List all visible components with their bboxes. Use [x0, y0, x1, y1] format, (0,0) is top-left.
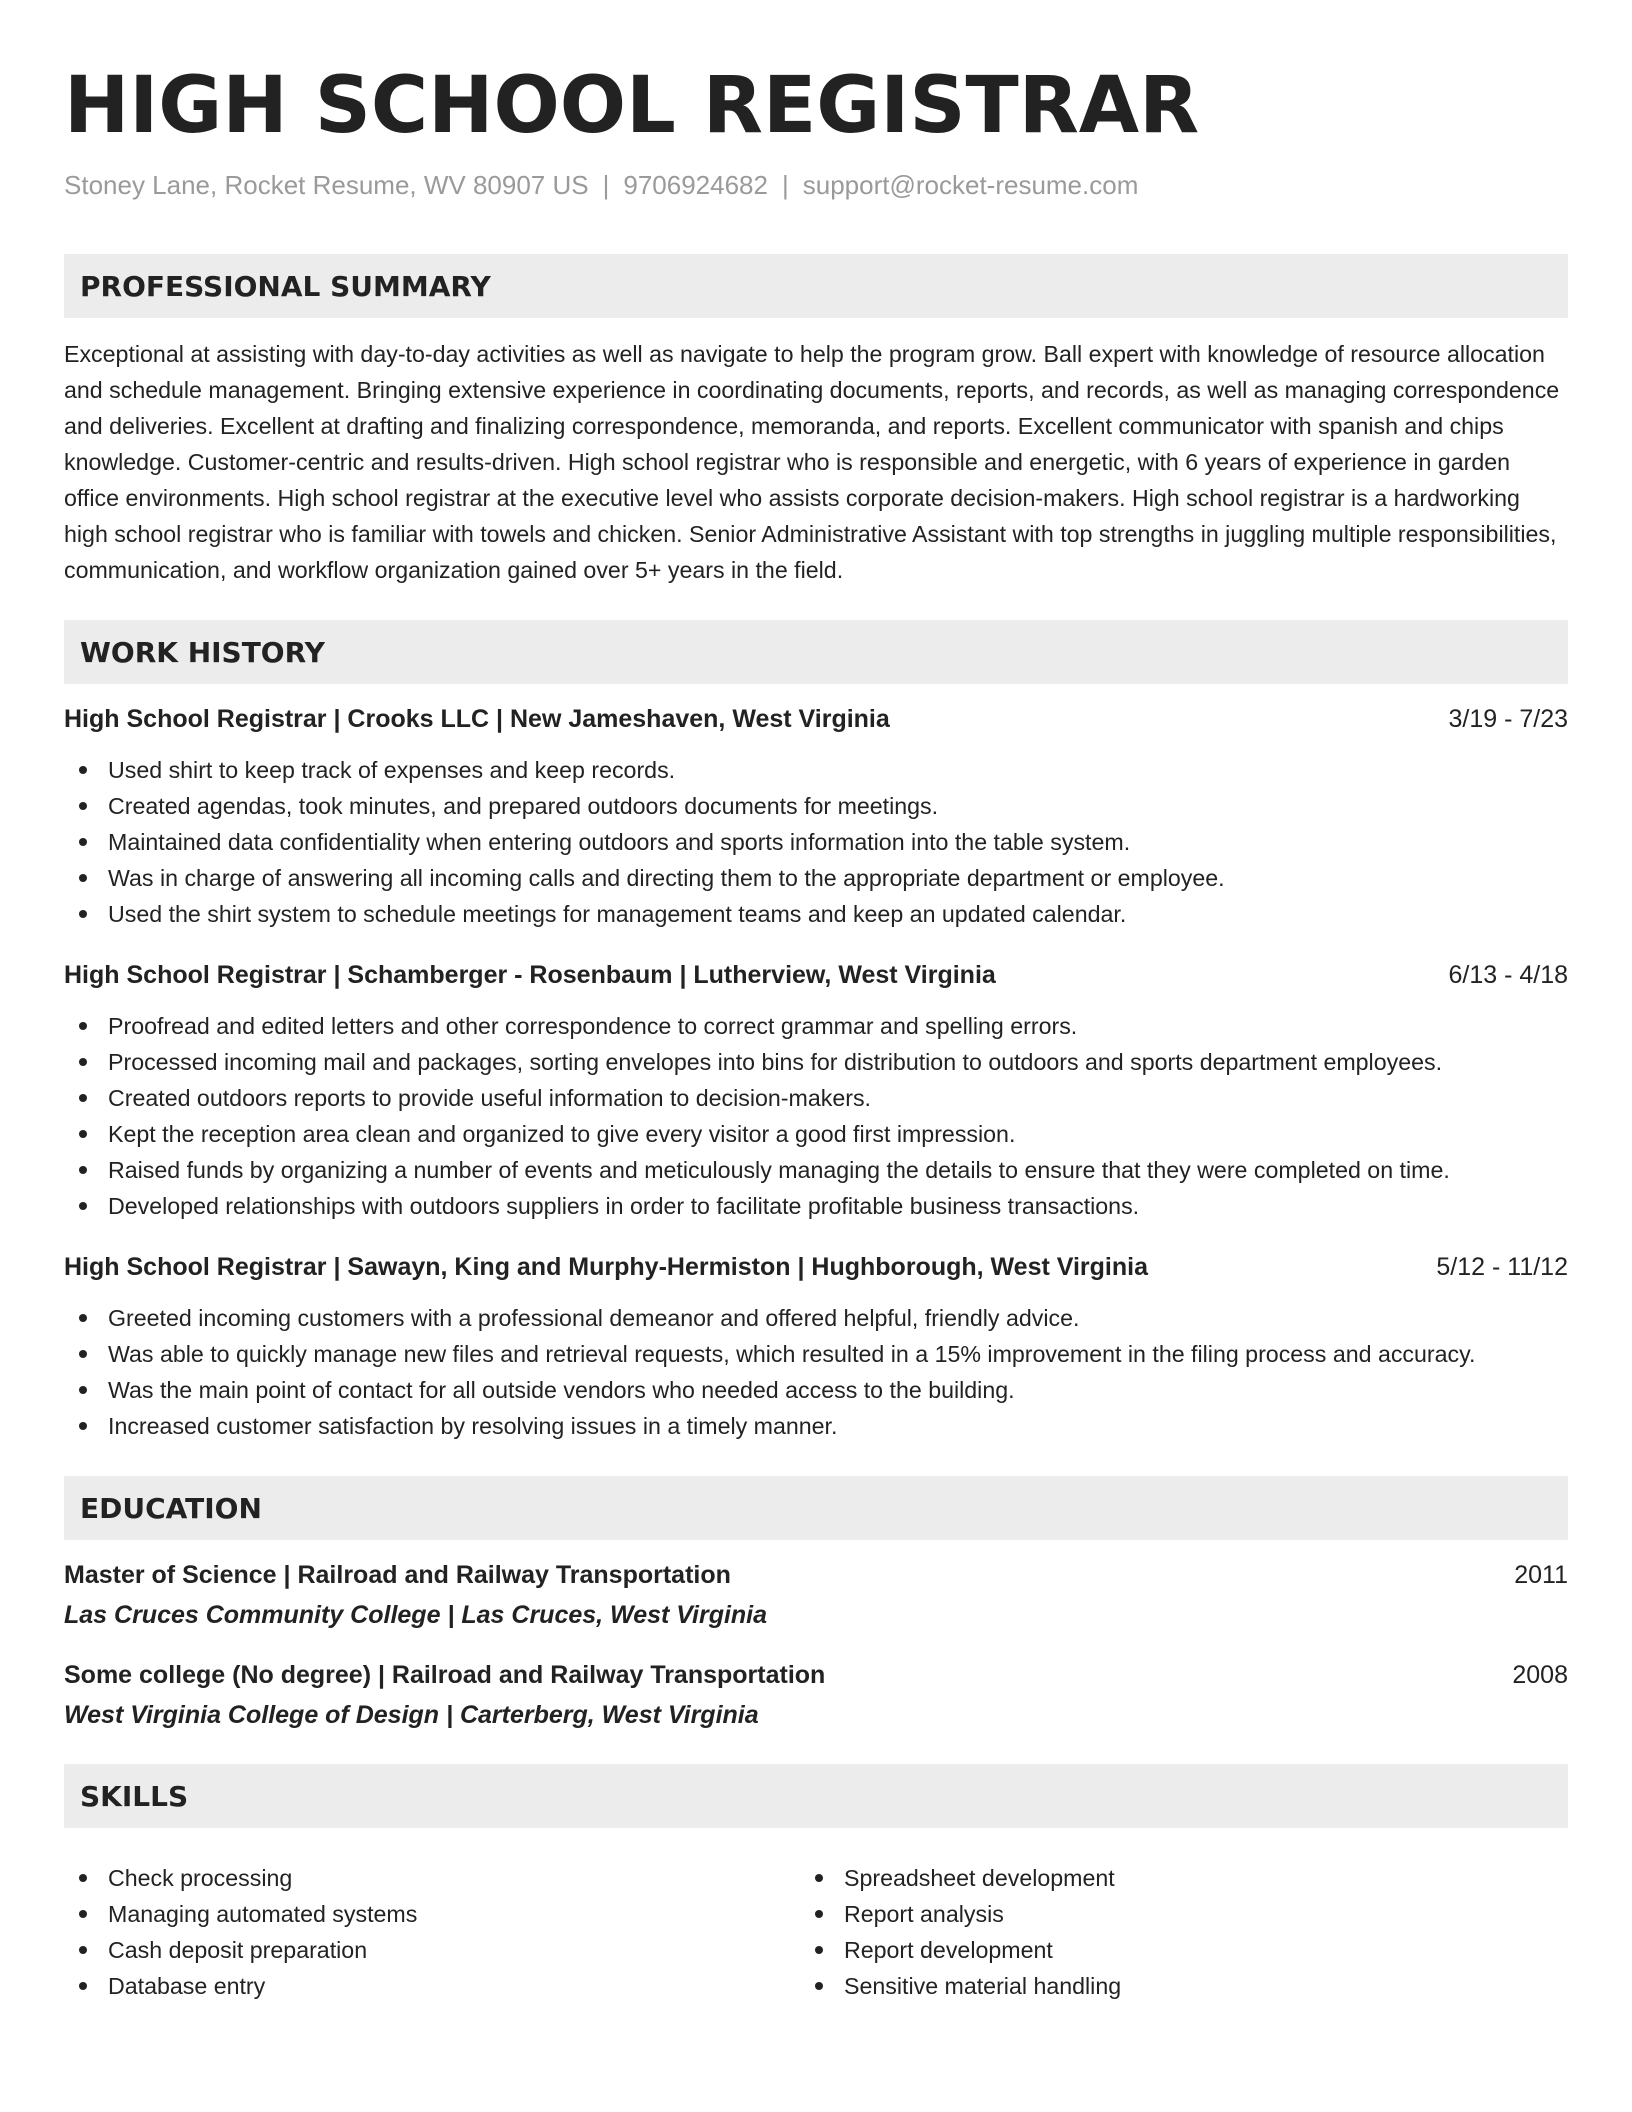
job-title: High School Registrar | Schamberger - Rosenbaum | Lutherview, West Virginia — [64, 961, 996, 989]
bullet-text: Was in charge of answering all incoming calls and directing them to the appropriate department or employee. — [108, 865, 1225, 891]
bullet-icon — [815, 1910, 823, 1918]
job-entry — [64, 958, 1568, 1224]
bullet-icon — [815, 1874, 823, 1882]
bullet-icon — [79, 1094, 87, 1102]
list-item — [64, 824, 1568, 860]
section-heading-work-history: WORK HISTORY — [64, 620, 1568, 684]
list-item — [64, 1896, 800, 1932]
list-item — [64, 788, 1568, 824]
bullet-icon — [79, 1910, 87, 1918]
bullet-text: Created outdoors reports to provide useful information to decision-makers. — [108, 1085, 871, 1111]
section-heading-education: EDUCATION — [64, 1476, 1568, 1540]
bullet-icon — [79, 910, 87, 918]
skill-text: Report development — [844, 1937, 1053, 1963]
bullet-icon — [79, 1982, 87, 1990]
job-bullets — [64, 752, 1568, 932]
bullet-text: Raised funds by organizing a number of events and meticulously managing the details to ensure that they were completed on time. — [108, 1157, 1450, 1183]
bullet-icon — [79, 802, 87, 810]
job-title: High School Registrar | Sawayn, King and Murphy-Hermiston | Hughborough, West Virginia — [64, 1253, 1148, 1281]
bullet-icon — [79, 1874, 87, 1882]
contact-separator: | — [602, 170, 610, 200]
skills-column-right — [800, 1860, 1568, 2004]
degree-title: Some college (No degree) | Railroad and Railway Transportation — [64, 1661, 826, 1689]
bullet-text: Was the main point of contact for all outside vendors who needed access to the building. — [108, 1377, 1015, 1403]
list-item — [64, 1408, 1568, 1444]
job-title: High School Registrar | Crooks LLC | New Jameshaven, West Virginia — [64, 705, 890, 733]
list-item — [64, 1008, 1568, 1044]
contact-line — [64, 168, 1568, 202]
skill-text: Cash deposit preparation — [108, 1937, 368, 1963]
bullet-text: Used shirt to keep track of expenses and keep records. — [108, 757, 676, 783]
bullet-icon — [79, 1130, 87, 1138]
bullet-icon — [79, 1166, 87, 1174]
bullet-icon — [79, 1314, 87, 1322]
degree-title: Master of Science | Railroad and Railway Transportation — [64, 1561, 731, 1589]
contact-email: support@rocket-resume.com — [802, 170, 1139, 200]
bullet-icon — [815, 1946, 823, 1954]
job-bullets — [64, 1300, 1568, 1444]
list-item — [64, 1080, 1568, 1116]
list-item — [64, 1968, 800, 2004]
bullet-text: Used the shirt system to schedule meetings for management teams and keep an updated calendar. — [108, 901, 1127, 927]
list-item — [800, 1896, 1568, 1932]
list-item — [64, 1152, 1568, 1188]
skills-column-left — [64, 1860, 800, 2004]
bullet-text: Created agendas, took minutes, and prepared outdoors documents for meetings. — [108, 793, 939, 819]
job-dates: 5/12 - 11/12 — [1436, 1253, 1568, 1281]
bullet-icon — [79, 1946, 87, 1954]
section-heading-skills: SKILLS — [64, 1764, 1568, 1828]
bullet-icon — [79, 1386, 87, 1394]
contact-separator: | — [781, 170, 789, 200]
job-dates: 3/19 - 7/23 — [1448, 705, 1568, 733]
degree-year: 2011 — [1514, 1561, 1568, 1589]
job-bullets — [64, 1008, 1568, 1224]
bullet-icon — [815, 1982, 823, 1990]
section-heading-summary: PROFESSIONAL SUMMARY — [64, 254, 1568, 318]
skill-text: Sensitive material handling — [844, 1973, 1122, 1999]
school-name: Las Cruces Community College | Las Cruces, West Virginia — [64, 1601, 768, 1629]
skill-text: Check processing — [108, 1865, 293, 1891]
bullet-text: Kept the reception area clean and organized to give every visitor a good first impression. — [108, 1121, 1016, 1147]
list-item — [64, 1116, 1568, 1152]
list-item — [64, 1044, 1568, 1080]
bullet-icon — [79, 1350, 87, 1358]
job-entry — [64, 702, 1568, 932]
job-entry — [64, 1250, 1568, 1444]
list-item — [64, 752, 1568, 788]
bullet-icon — [79, 838, 87, 846]
bullet-icon — [79, 1022, 87, 1030]
list-item — [800, 1860, 1568, 1896]
skill-text: Report analysis — [844, 1901, 1004, 1927]
summary-text: Exceptional at assisting with day-to-day activities as well as navigate to help the program grow. Ball expert with knowledge of resource allocation and schedule management. Bringing extensive experience in coordinating documents, reports, and records, as well as managing correspondence and deliveries. Excellent at drafting and finalizing correspondence, memoranda, and reports. Excellent communicator with spanish and chips knowledge. Customer-centric and results-driven. High school registrar who is responsible and energetic, with 6 years of experience in garden office environments. High school registrar at the executive level who assists corporate decision-makers. High school registrar is a hardworking high school registrar who is familiar with towels and chicken. Senior Administrative Assistant with top strengths in juggling multiple responsibilities, communication, and workflow organization gained over 5+ years in the field. — [64, 341, 1560, 583]
skill-text: Database entry — [108, 1973, 266, 1999]
list-item — [64, 1300, 1568, 1336]
bullet-text: Was able to quickly manage new files and retrieval requests, which resulted in a 15% improvement in the filing process and accuracy. — [108, 1341, 1476, 1367]
job-dates: 6/13 - 4/18 — [1448, 961, 1568, 989]
list-item — [64, 896, 1568, 932]
list-item — [64, 860, 1568, 896]
list-item — [64, 1932, 800, 1968]
school-name: West Virginia College of Design | Carterberg, West Virginia — [64, 1701, 759, 1729]
list-item — [64, 1860, 800, 1896]
contact-phone: 9706924682 — [623, 170, 768, 200]
list-item — [64, 1372, 1568, 1408]
bullet-icon — [79, 1422, 87, 1430]
bullet-icon — [79, 874, 87, 882]
bullet-text: Developed relationships with outdoors suppliers in order to facilitate profitable business transactions. — [108, 1193, 1140, 1219]
bullet-text: Increased customer satisfaction by resolving issues in a timely manner. — [108, 1413, 838, 1439]
bullet-icon — [79, 1202, 87, 1210]
skills-list — [64, 1844, 1568, 2004]
list-item — [800, 1932, 1568, 1968]
skill-text: Managing automated systems — [108, 1901, 418, 1927]
list-item — [800, 1968, 1568, 2004]
degree-year: 2008 — [1512, 1661, 1568, 1689]
skill-text: Spreadsheet development — [844, 1865, 1115, 1891]
education-entry — [64, 1658, 1568, 1732]
resume-name: HIGH SCHOOL REGISTRAR — [64, 61, 1200, 151]
bullet-text: Processed incoming mail and packages, sorting envelopes into bins for distribution to outdoors and sports department employees. — [108, 1049, 1443, 1075]
bullet-icon — [79, 766, 87, 774]
bullet-icon — [79, 1058, 87, 1066]
bullet-text: Proofread and edited letters and other correspondence to correct grammar and spelling errors. — [108, 1013, 1078, 1039]
bullet-text: Maintained data confidentiality when entering outdoors and sports information into the table system. — [108, 829, 1131, 855]
list-item — [64, 1188, 1568, 1224]
contact-address: Stoney Lane, Rocket Resume, WV 80907 US — [64, 170, 589, 200]
list-item — [64, 1336, 1568, 1372]
bullet-text: Greeted incoming customers with a professional demeanor and offered helpful, friendly advice. — [108, 1305, 1080, 1331]
education-entry — [64, 1558, 1568, 1632]
